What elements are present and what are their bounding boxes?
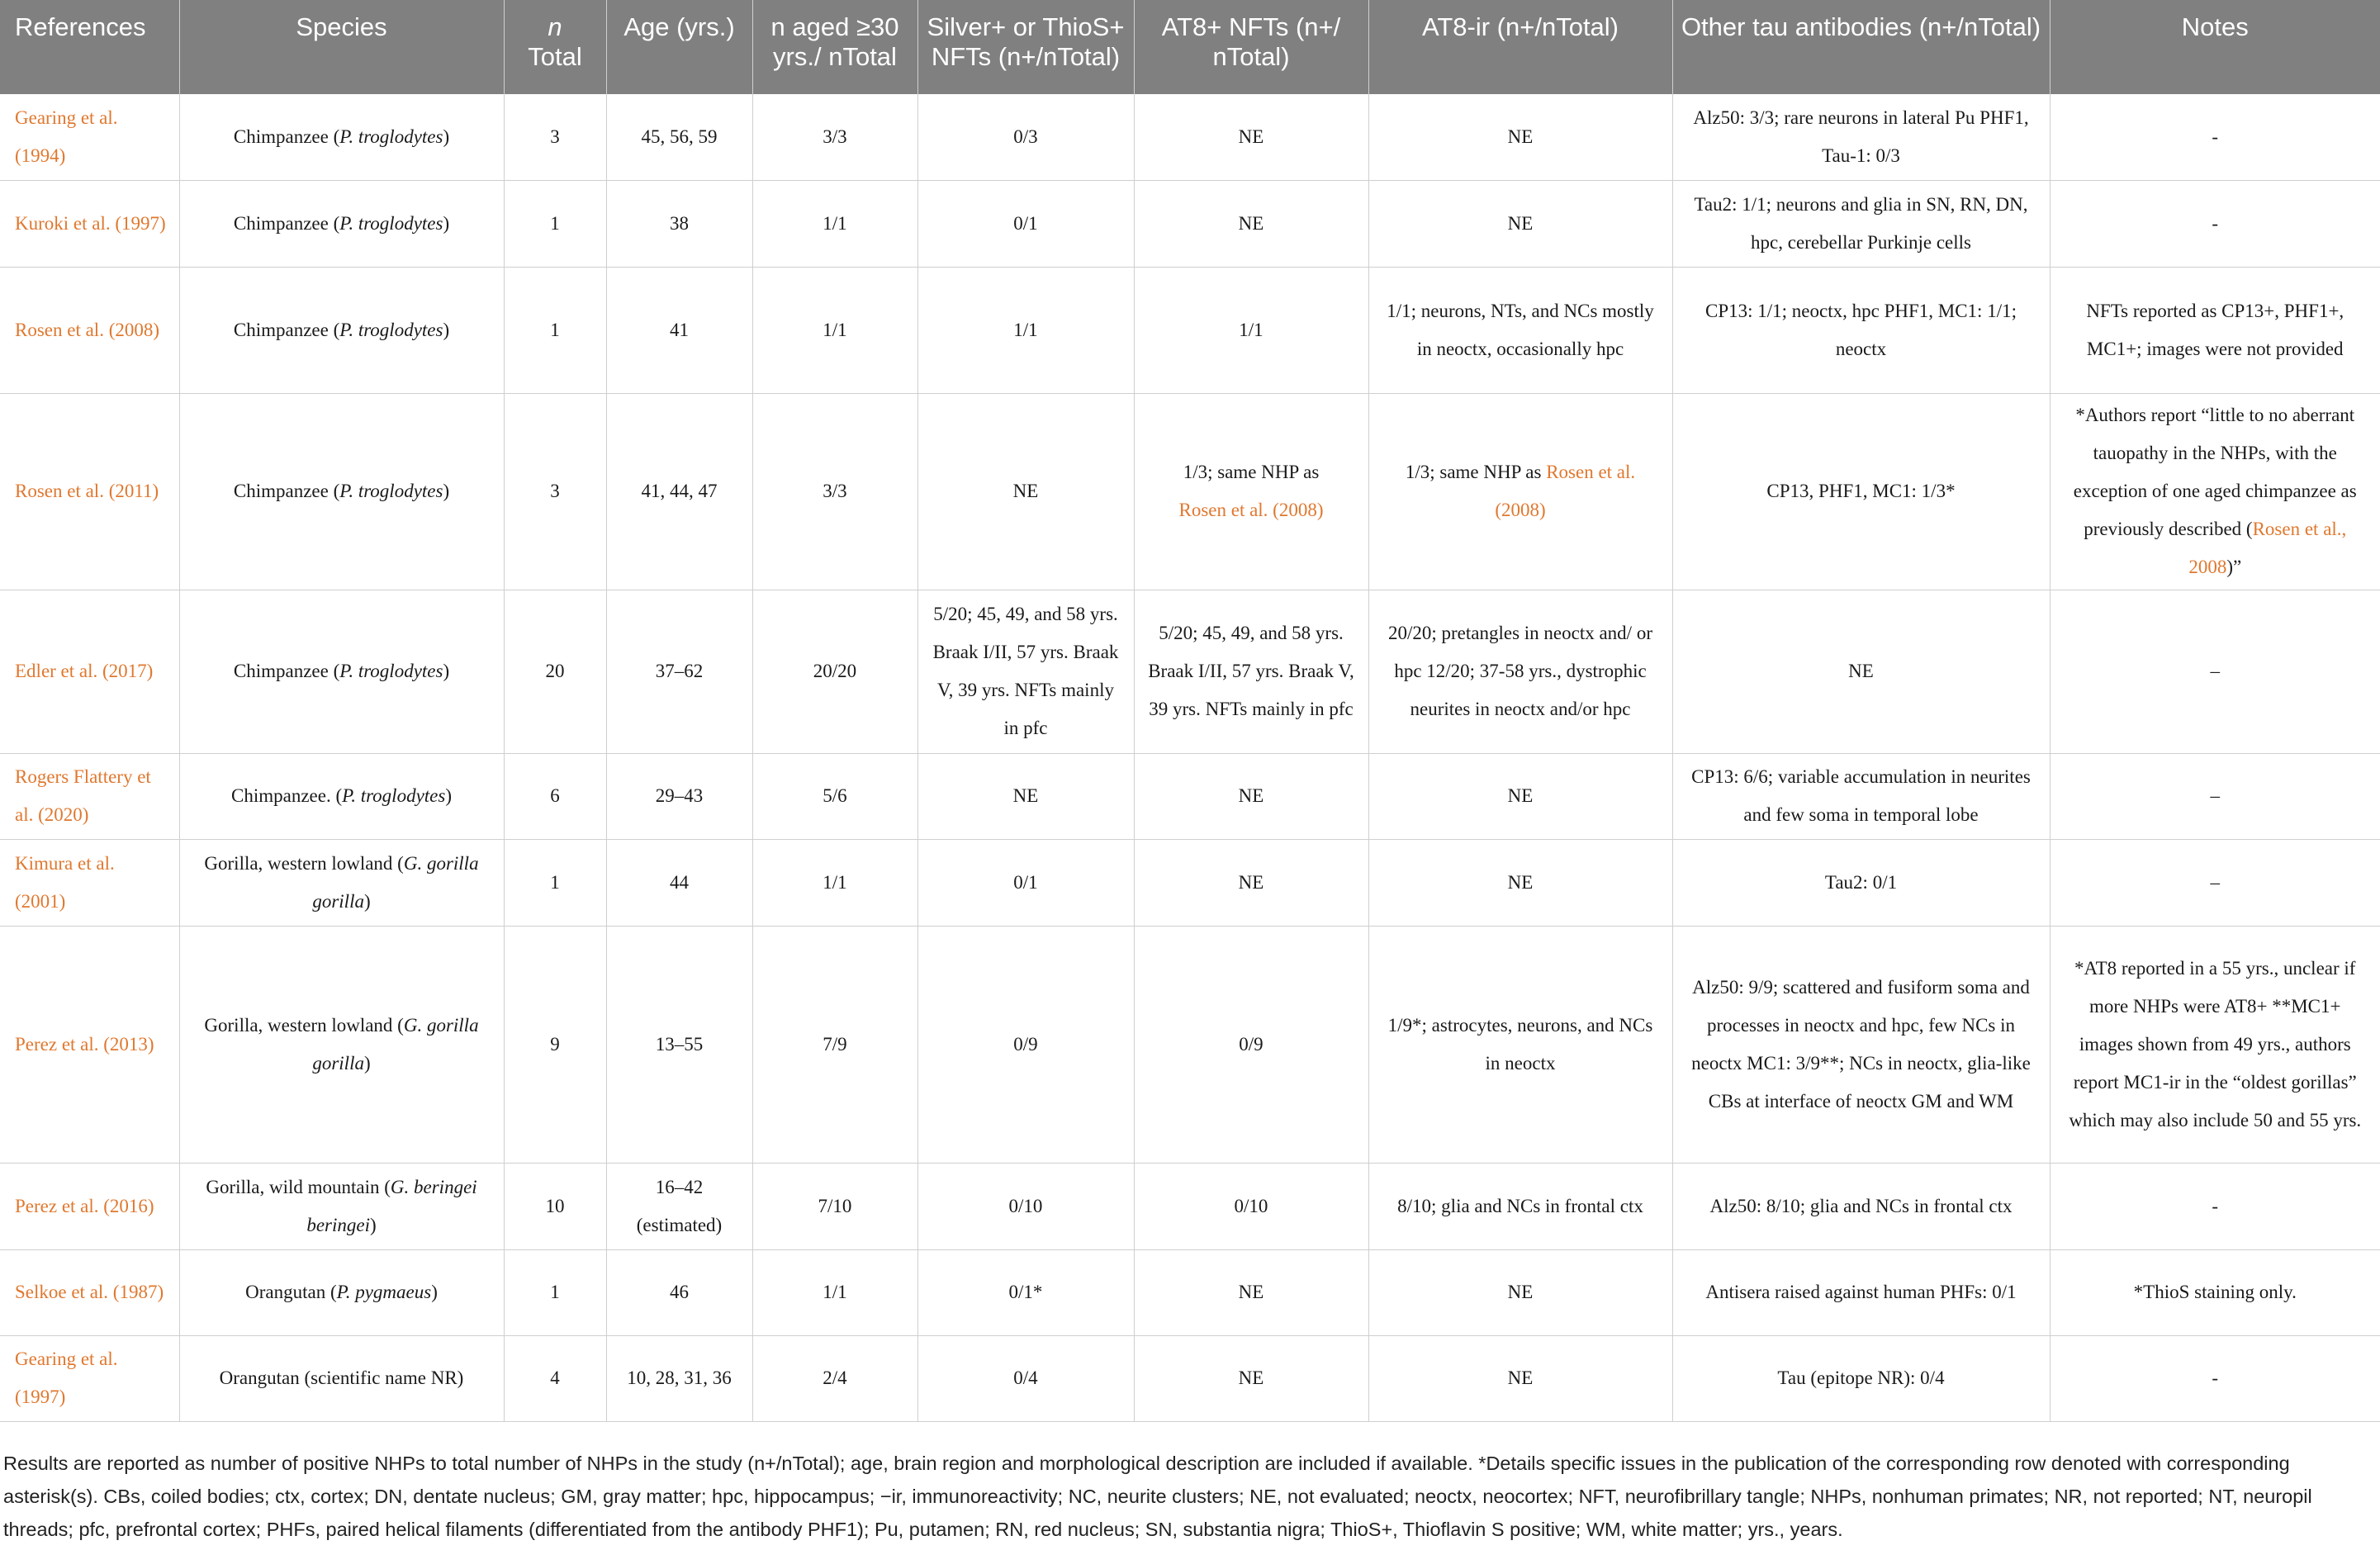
silver-cell: 0/4 <box>917 1335 1134 1421</box>
n-aged-cell: 7/10 <box>752 1163 917 1249</box>
at8-nfts-cell: NE <box>1134 753 1368 839</box>
at8-ir-cell: 1/1; neurons, NTs, and NCs mostly in neoctx, occasionally hpc <box>1368 267 1672 393</box>
other-tau-cell: CP13: 1/1; neoctx, hpc PHF1, MC1: 1/1; neoctx <box>1672 267 2050 393</box>
col-species: Species <box>179 0 504 94</box>
age-cell: 10, 28, 31, 36 <box>606 1335 752 1421</box>
n-total-cell: 3 <box>504 94 606 180</box>
at8-nfts-cell: NE <box>1134 1249 1368 1335</box>
n-aged-cell: 2/4 <box>752 1335 917 1421</box>
age-cell: 13–55 <box>606 926 752 1163</box>
col-n-rest: Total <box>528 42 582 71</box>
species-cell: Chimpanzee (P. troglodytes) <box>179 267 504 393</box>
table-row <box>0 180 2380 267</box>
other-tau-cell: CP13, PHF1, MC1: 1/3* <box>1672 393 2050 590</box>
other-tau-cell: Antisera raised against human PHFs: 0/1 <box>1672 1249 2050 1335</box>
silver-cell: 0/9 <box>917 926 1134 1163</box>
at8-nfts-cell: NE <box>1134 94 1368 180</box>
reference-link[interactable]: Kuroki et al. (1997) <box>0 180 179 267</box>
n-total-cell: 1 <box>504 180 606 267</box>
at8-nfts-cell: 0/9 <box>1134 926 1368 1163</box>
at8-ir-cell: NE <box>1368 1335 1672 1421</box>
silver-cell: 0/1 <box>917 839 1134 926</box>
silver-cell: 0/1 <box>917 180 1134 267</box>
table-row <box>0 1249 2380 1335</box>
n-total-cell: 6 <box>504 753 606 839</box>
at8-ir-cell: NE <box>1368 753 1672 839</box>
n-aged-cell: 3/3 <box>752 393 917 590</box>
n-aged-cell: 1/1 <box>752 180 917 267</box>
reference-link[interactable]: Perez et al. (2013) <box>0 926 179 1163</box>
other-tau-cell: Tau (epitope NR): 0/4 <box>1672 1335 2050 1421</box>
other-tau-cell: Alz50: 8/10; glia and NCs in frontal ctx <box>1672 1163 2050 1249</box>
table-row <box>0 94 2380 180</box>
at8-ir-cell: NE <box>1368 94 1672 180</box>
table-row <box>0 590 2380 753</box>
n-total-cell: 3 <box>504 393 606 590</box>
species-cell: Orangutan (scientific name NR) <box>179 1335 504 1421</box>
n-total-cell: 1 <box>504 1249 606 1335</box>
col-at8-ir: AT8-ir (n+/nTotal) <box>1368 0 1672 94</box>
col-other-tau: Other tau antibodies (n+/nTotal) <box>1672 0 2050 94</box>
notes-cell: - <box>2050 94 2380 180</box>
reference-link[interactable]: Rosen et al. (2011) <box>0 393 179 590</box>
silver-cell: 1/1 <box>917 267 1134 393</box>
at8-nfts-cell: NE <box>1134 1335 1368 1421</box>
at8-ir-cell: 1/3; same NHP as Rosen et al. (2008) <box>1368 393 1672 590</box>
at8-ir-cell: NE <box>1368 1249 1672 1335</box>
other-tau-cell: Alz50: 9/9; scattered and fusiform soma and processes in neoctx and hpc, few NCs in neoctx MC1: 3/9**; NCs in neoctx, glia-like CBs at interface of neoctx GM and WM <box>1672 926 2050 1163</box>
reference-link[interactable]: Gearing et al. (1994) <box>0 94 179 180</box>
reference-link[interactable]: Gearing et al. (1997) <box>0 1335 179 1421</box>
species-cell: Gorilla, western lowland (G. gorilla gorilla) <box>179 926 504 1163</box>
notes-cell: - <box>2050 1163 2380 1249</box>
n-total-cell: 1 <box>504 839 606 926</box>
at8-nfts-cell: NE <box>1134 839 1368 926</box>
reference-link[interactable]: Kimura et al. (2001) <box>0 839 179 926</box>
notes-cell: *ThioS staining only. <box>2050 1249 2380 1335</box>
at8-nfts-cell: 0/10 <box>1134 1163 1368 1249</box>
col-references: References <box>0 0 179 94</box>
age-cell: 38 <box>606 180 752 267</box>
n-aged-cell: 20/20 <box>752 590 917 753</box>
reference-link[interactable]: Rosen et al. (2008) <box>0 267 179 393</box>
other-tau-cell: CP13: 6/6; variable accumulation in neurites and few soma in temporal lobe <box>1672 753 2050 839</box>
reference-link[interactable]: Edler et al. (2017) <box>0 590 179 753</box>
table-row <box>0 1163 2380 1249</box>
species-cell: Gorilla, wild mountain (G. beringei beringei) <box>179 1163 504 1249</box>
silver-cell: NE <box>917 753 1134 839</box>
table-row <box>0 267 2380 393</box>
species-cell: Chimpanzee (P. troglodytes) <box>179 590 504 753</box>
reference-link[interactable]: Selkoe et al. (1987) <box>0 1249 179 1335</box>
other-tau-cell: Tau2: 0/1 <box>1672 839 2050 926</box>
at8-nfts-cell: 1/1 <box>1134 267 1368 393</box>
notes-cell: – <box>2050 590 2380 753</box>
silver-cell: 0/1* <box>917 1249 1134 1335</box>
table-header <box>0 0 2380 94</box>
at8-ir-cell: 20/20; pretangles in neoctx and/ or hpc 12/20; 37-58 yrs., dystrophic neurites in neoctx and/or hpc <box>1368 590 1672 753</box>
table-body <box>0 94 2380 1421</box>
reference-link[interactable]: Perez et al. (2016) <box>0 1163 179 1249</box>
age-cell: 37–62 <box>606 590 752 753</box>
other-tau-cell: NE <box>1672 590 2050 753</box>
table-footnote: Results are reported as number of positive NHPs to total number of NHPs in the study (n+/nTotal); age, brain region and morphological description are included if available. *Details specific issues in the publication of the corresponding row denoted with corresponding asterisk(s). CBs, coiled bodies; ctx, cortex; DN, dentate nucleus; GM, gray matter; hpc, hippocampus; −ir, immunoreactivity; NC, neurite clusters; NE, not evaluated; neoctx, neocortex; NFT, neurofibrillary tangle; NHPs, nonhuman primates; NR, not reported; NT, neuropil threads; pfc, prefrontal cortex; PHFs, paired helical filaments (differentiated from the antibody PHF1); Pu, putamen; RN, red nucleus; SN, substantia nigra; ThioS+, Thioflavin S positive; WM, white matter; yrs., years. <box>3 1453 2312 1540</box>
species-cell: Chimpanzee (P. troglodytes) <box>179 180 504 267</box>
n-total-cell: 1 <box>504 267 606 393</box>
at8-nfts-cell: NE <box>1134 180 1368 267</box>
silver-cell: 5/20; 45, 49, and 58 yrs. Braak I/II, 57 yrs. Braak V, 39 yrs. NFTs mainly in pfc <box>917 590 1134 753</box>
col-n-aged: n aged ≥30 yrs./ nTotal <box>752 0 917 94</box>
reference-link[interactable]: Rosen et al. (2008) <box>1178 500 1324 520</box>
silver-cell: 0/10 <box>917 1163 1134 1249</box>
at8-ir-cell: 8/10; glia and NCs in frontal ctx <box>1368 1163 1672 1249</box>
age-cell: 41, 44, 47 <box>606 393 752 590</box>
reference-link[interactable]: Rosen et al. (2008) <box>1495 462 1636 520</box>
notes-cell: – <box>2050 753 2380 839</box>
n-aged-cell: 1/1 <box>752 267 917 393</box>
table-row <box>0 839 2380 926</box>
header-row <box>0 0 2380 94</box>
col-n-italic: n <box>548 12 562 41</box>
n-total-cell: 9 <box>504 926 606 1163</box>
age-cell: 44 <box>606 839 752 926</box>
col-age: Age (yrs.) <box>606 0 752 94</box>
species-cell: Chimpanzee (P. troglodytes) <box>179 393 504 590</box>
table-row <box>0 393 2380 590</box>
n-total-cell: 10 <box>504 1163 606 1249</box>
col-silver-thios: Silver+ or ThioS+ NFTs (n+/nTotal) <box>917 0 1134 94</box>
age-cell: 46 <box>606 1249 752 1335</box>
species-cell: Gorilla, western lowland (G. gorilla gorilla) <box>179 839 504 926</box>
species-cell: Chimpanzee (P. troglodytes) <box>179 94 504 180</box>
notes-cell: - <box>2050 180 2380 267</box>
notes-cell: NFTs reported as CP13+, PHF1+, MC1+; images were not provided <box>2050 267 2380 393</box>
at8-nfts-cell: 5/20; 45, 49, and 58 yrs. Braak I/II, 57 yrs. Braak V, 39 yrs. NFTs mainly in pfc <box>1134 590 1368 753</box>
table-row <box>0 926 2380 1163</box>
species-cell: Chimpanzee. (P. troglodytes) <box>179 753 504 839</box>
notes-cell: *AT8 reported in a 55 yrs., unclear if more NHPs were AT8+ **MC1+ images shown from 49 yrs., authors report MC1-ir in the “oldest gorillas” which may also include 50 and 55 yrs. <box>2050 926 2380 1163</box>
n-aged-cell: 3/3 <box>752 94 917 180</box>
table-row <box>0 1335 2380 1421</box>
age-cell: 45, 56, 59 <box>606 94 752 180</box>
col-notes: Notes <box>2050 0 2380 94</box>
at8-ir-cell: 1/9*; astrocytes, neurons, and NCs in neoctx <box>1368 926 1672 1163</box>
n-aged-cell: 1/1 <box>752 839 917 926</box>
reference-link[interactable]: Rosen et al., 2008 <box>2188 519 2347 577</box>
n-aged-cell: 5/6 <box>752 753 917 839</box>
reference-link[interactable]: Rogers Flattery et al. (2020) <box>0 753 179 839</box>
n-aged-cell: 7/9 <box>752 926 917 1163</box>
age-cell: 16–42 (estimated) <box>606 1163 752 1249</box>
age-cell: 41 <box>606 267 752 393</box>
notes-cell: – <box>2050 839 2380 926</box>
table-row <box>0 753 2380 839</box>
at8-ir-cell: NE <box>1368 839 1672 926</box>
other-tau-cell: Alz50: 3/3; rare neurons in lateral Pu PHF1, Tau-1: 0/3 <box>1672 94 2050 180</box>
n-total-cell: 4 <box>504 1335 606 1421</box>
at8-ir-cell: NE <box>1368 180 1672 267</box>
silver-cell: NE <box>917 393 1134 590</box>
other-tau-cell: Tau2: 1/1; neurons and glia in SN, RN, DN, hpc, cerebellar Purkinje cells <box>1672 180 2050 267</box>
n-total-cell: 20 <box>504 590 606 753</box>
notes-cell: *Authors report “little to no aberrant tauopathy in the NHPs, with the exception of one aged chimpanzee as previously described (Rosen et al., 2008)” <box>2050 393 2380 590</box>
col-at8-nfts: AT8+ NFTs (n+/ nTotal) <box>1134 0 1368 94</box>
n-aged-cell: 1/1 <box>752 1249 917 1335</box>
col-n-total <box>504 0 606 94</box>
age-cell: 29–43 <box>606 753 752 839</box>
at8-nfts-cell: 1/3; same NHP as Rosen et al. (2008) <box>1134 393 1368 590</box>
species-cell: Orangutan (P. pygmaeus) <box>179 1249 504 1335</box>
notes-cell: - <box>2050 1335 2380 1421</box>
silver-cell: 0/3 <box>917 94 1134 180</box>
